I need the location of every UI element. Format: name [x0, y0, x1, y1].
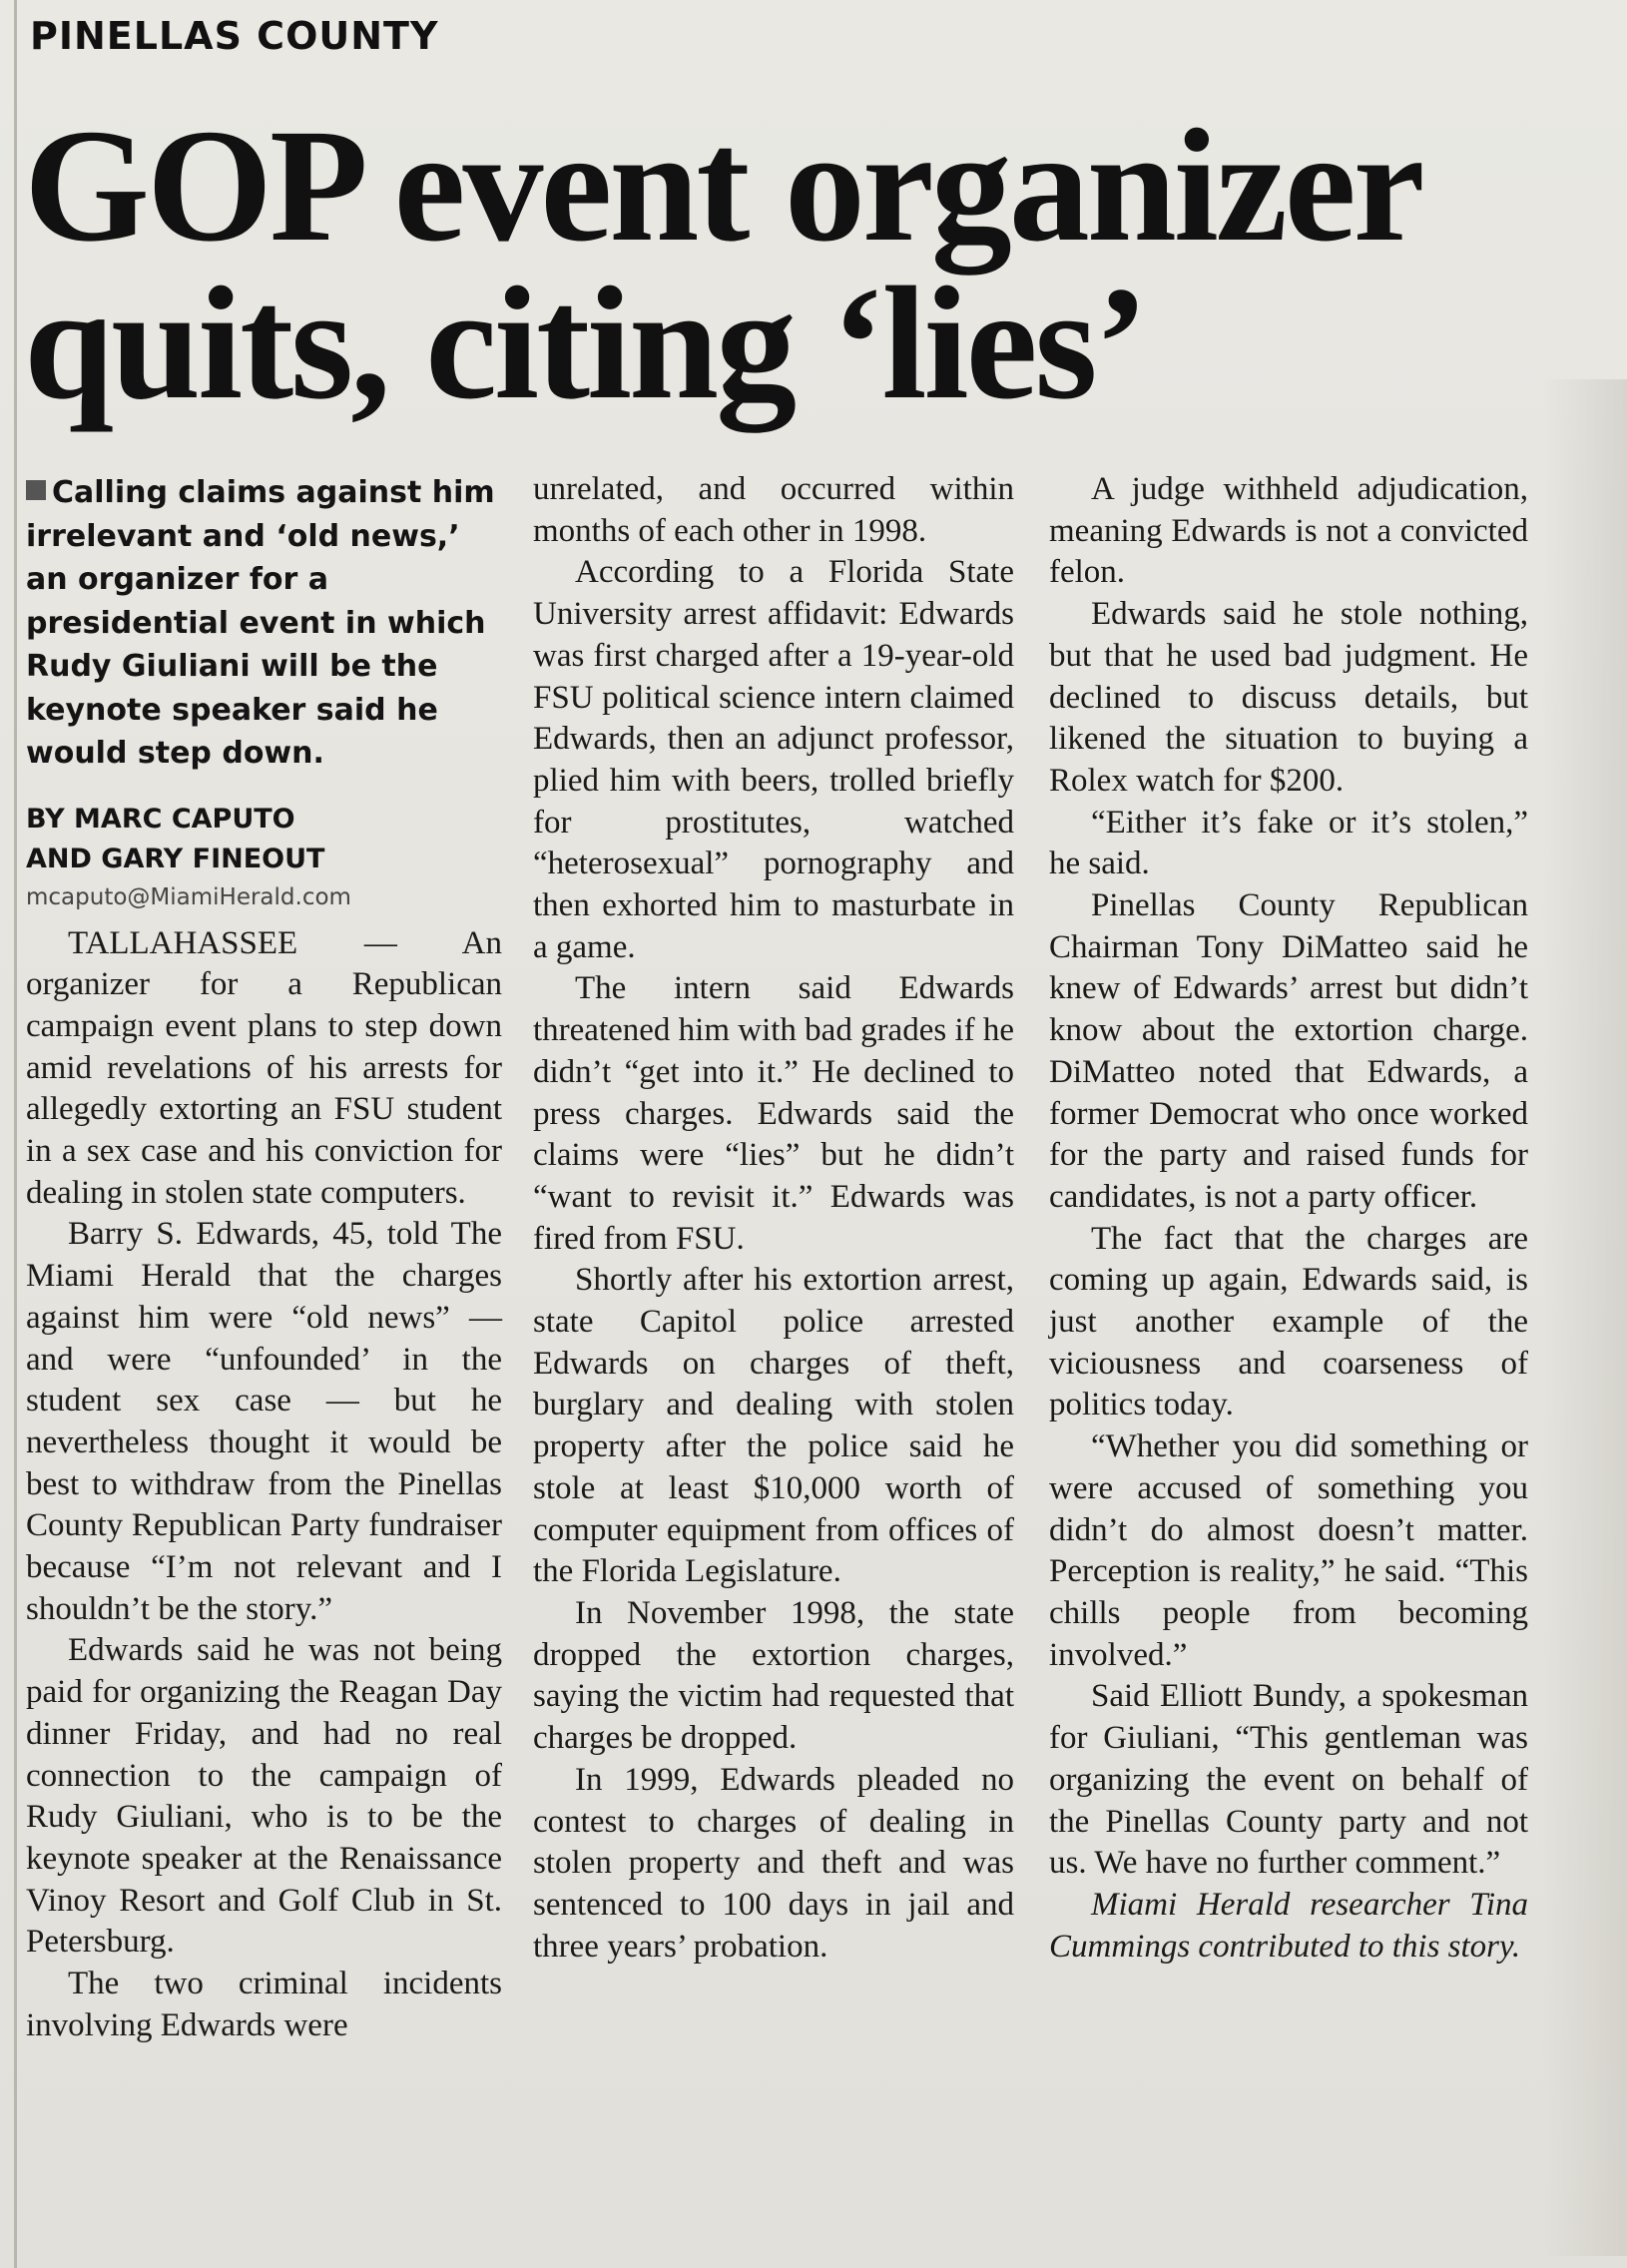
contributor-credit: Miami Herald researcher Tina Cummings contributed to this story.: [1049, 1886, 1528, 1965]
bullet-square-icon: [26, 480, 46, 500]
paragraph: “Whether you did something or were accused of something you didn’t do almost doesn’t matter. Perception is reality,” he said. “This chills people from becoming involved.”: [1049, 1428, 1528, 1673]
paragraph: Said Elliott Bundy, a spokesman for Giuliani, “This gentleman was organizing the event on behalf of the Pinellas County party and not us. We have no further comment.”: [1049, 1678, 1528, 1882]
paragraph: Barry S. Edwards, 45, told The Miami Herald that the charges against him were “old news” — and were “unfounded’ in the student sex case — but he nevertheless thought it would be best to withdraw from the Pinellas County Republican Party fundraiser because “I’m not relevant and I shouldn’t be the story.”: [26, 1216, 502, 1627]
paragraph: Edwards said he was not being paid for organizing the Reagan Day dinner Friday, and had no real connection to the campaign of Rudy Giuliani, who is to be the keynote speaker at the Renaissance Vinoy Resort and Golf Club in St. Petersburg.: [26, 1632, 502, 1961]
byline-line-1: BY MARC CAPUTO: [26, 803, 295, 835]
deck: [26, 471, 502, 776]
byline-line-2: AND GARY FINEOUT: [26, 843, 325, 874]
adjacent-page-edge: [1542, 379, 1627, 2256]
paragraph: Shortly after his extortion arrest, state Capitol police arrested Edwards on charges of theft, burglary and dealing with stolen property after the police said he stole at least $10,000 worth of computer equipment from offices of the Florida Legislature.: [533, 1262, 1014, 1590]
headline-line-2: quits, citing ‘lies’: [24, 255, 1146, 433]
paragraph: The fact that the charges are coming up again, Edwards said, is just another example of the viciousness and coarseness of politics today.: [1049, 1220, 1528, 1423]
section-label: PINELLAS COUNTY: [30, 14, 439, 58]
paragraph: Edwards said he stole nothing, but that he used bad judgment. He declined to discuss details, but likened the situation to buying a Rolex watch for $200.: [1049, 596, 1528, 799]
paragraph: Pinellas County Republican Chairman Tony DiMatteo said he knew of Edwards’ arrest but didn’t know about the extortion charge. DiMatteo noted that Edwards, a former Democrat who once worked for the party and raised funds for candidates, is not a party officer.: [1049, 887, 1528, 1215]
paragraph: In 1999, Edwards pleaded no contest to charges of dealing in stolen property and theft and was sentenced to 100 days in jail and three years’ probation.: [533, 1761, 1014, 1965]
deck-text: Calling claims against him irrelevant and ‘old news,’ an organizer for a presidential event in which Rudy Giuliani will be the keynote speaker said he would step down.: [26, 475, 495, 771]
article-column-3: [1049, 469, 1528, 1968]
paragraph-continued: unrelated, and occurred within months of each other in 1998.: [533, 471, 1014, 549]
paragraph: The intern said Edwards threatened him with bad grades if he didn’t “get into it.” He declined to press charges. Edwards said the claims were “lies” but he didn’t “want to revisit it.” Edwards was fired from FSU.: [533, 970, 1014, 1257]
column-rule: [14, 0, 17, 2268]
article-column-1: [26, 471, 502, 2046]
article-column-2: [533, 469, 1014, 1968]
headline-line-1: GOP event organizer: [24, 97, 1422, 276]
paragraph: A judge withheld adjudication, meaning Edwards is not a convicted felon.: [1049, 471, 1528, 591]
paragraph: The two criminal incidents involving Edwards were: [26, 1966, 502, 2043]
paragraph: In November 1998, the state dropped the extortion charges, saying the victim had requested that charges be dropped.: [533, 1594, 1014, 1757]
byline: [26, 800, 502, 879]
paragraph: “Either it’s fake or it’s stolen,” he said.: [1049, 804, 1528, 882]
headline: [24, 97, 1581, 433]
paragraph: TALLAHASSEE — An organizer for a Republican campaign event plans to step down amid revelations of his arrests for allegedly extorting an FSU student in a sex case and his conviction for dealing in stolen state computers.: [26, 924, 502, 1211]
paragraph: According to a Florida State University arrest affidavit: Edwards was first charged after a 19-year-old FSU political science intern claimed Edwards, then an adjunct professor, plied him with beers, trolled briefly for prostitutes, watched “heterosexual” pornography and then exhorted him to masturbate in a game.: [533, 554, 1014, 965]
author-email: mcaputo@MiamiHerald.com: [26, 883, 351, 910]
